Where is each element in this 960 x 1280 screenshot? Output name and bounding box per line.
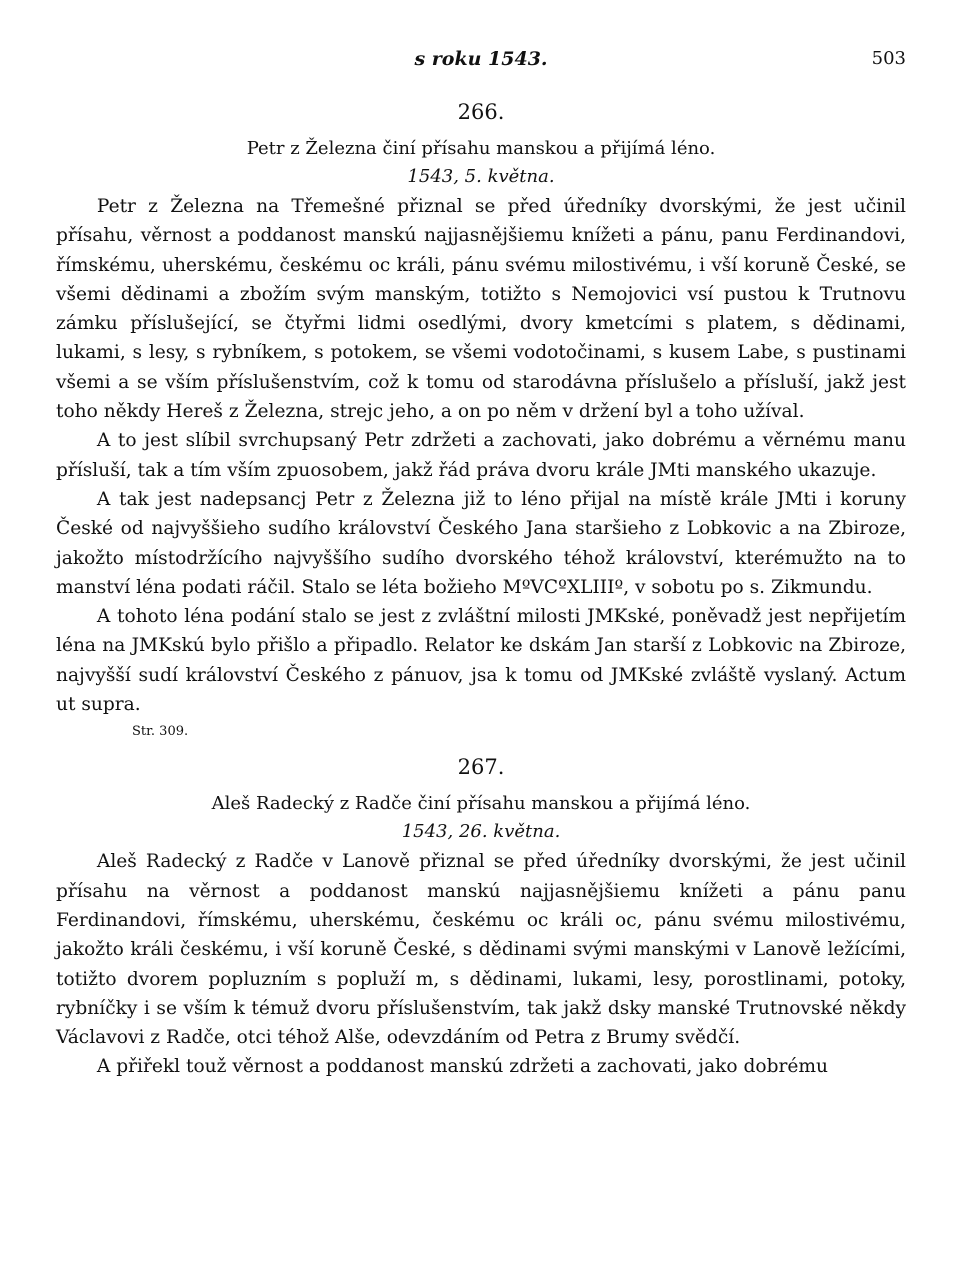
document-heading: Petr z Železna činí přísahu manskou a přijímá léno. (246, 138, 716, 159)
document-entry-266 (56, 100, 906, 741)
page-number: 503 (871, 48, 906, 69)
paragraph: A přiřekl touž věrnost a poddanost manskú zdržeti a zachovati, jako dobrému (96, 1056, 829, 1078)
paragraph: A tohoto léna podání stalo se jest z zvláštní milosti JMKské, poněvadž jest nepřijetím léna na JMKskú bylo přišlo a připadlo. Relator ke dskám Jan starší z Lobkovic na Zbiroze, najvyšší sudí království Českého z pánuov, jsa k tomu od JMKské zvláště vyslaný. Actum ut supra. (56, 606, 906, 716)
document-heading: Aleš Radecký z Radče činí přísahu manskou a přijímá léno. (211, 793, 751, 815)
paragraph: A tak jest nadepsancj Petr z Železna již to léno přijal na místě krále JMti i koruny České od najvyššieho sudího království Českého Jana staršieho z Lobkovic a na Zbiroze, jakožto místodržícího najvyššího sudího dvorského téhož království, kterémužto na to manství léna podati ráčil. Stalo se léta božieho MºVCºXLIIIº, v sobotu po s. Zikmundu. (56, 488, 906, 598)
document-page (56, 40, 906, 1082)
document-date: 1543, 5. května. (407, 166, 555, 187)
running-title: s roku 1543. (414, 48, 548, 70)
document-number: 267. (457, 755, 505, 780)
document-date: 1543, 26. května. (401, 821, 561, 843)
document-number: 266. (457, 100, 505, 124)
running-header (56, 40, 906, 76)
paragraph: Petr z Železna na Třemešné přiznal se před úředníky dvorskými, že jest učinil přísahu, věrnost a poddanost manskú najjasnějšiemu knížeti a pánu, panu Ferdinandovi, římskému, uherskému, českému oc králi, pánu svému milostivému, i vší koruně České, se všemi dědinami a zbožím svým manským, totižto s Nemojovici vsí pustou k Trutnovu zámku příslušející, se čtyřmi lidmi osedlými, dvory kmetcími s platem, s dědinami, lukami, s lesy, s rybníkem, s potokem, se všemi vodotočinami, s kusem Labe, s pustinami všemi a se vším příslušenstvím, což k tomu od starodávna příslušelo a přísluší, jakž jest toho někdy Hereš z Železna, strejc jeho, a on po něm v držení byl a toho užíval. (56, 196, 906, 423)
document-entry-267 (56, 755, 906, 1081)
source-reference: Str. 309. (132, 724, 189, 740)
paragraph: A to jest slíbil svrchupsaný Petr zdržeti a zachovati, jako dobrému a věrnému manu přísluší, tak a tím vším zpuosobem, jakž řád práva dvoru krále JMti manského ukazuje. (56, 430, 906, 481)
paragraph: Aleš Radecký z Radče v Lanově přiznal se před úředníky dvorskými, že jest učinil přísahu na věrnost a poddanost manskú najjasnějšiemu knížeti a pánu panu Ferdinandovi, římskému, uherskému, českému oc králi oc, pánu svému milostivému, jakožto králi českému, i vší koruně České, s dědinami svými manskými v Lanově ležícími, totižto dvorem popluzním s popluží m, s dědinami, lukami, lesy, porostlinami, potoky, rybníčky i se vším k témuž dvoru příslušenstvím, tak jakž dsky manské Trutnovské někdy Václavovi z Radče, otci téhož Alše, odevzdáním od Petra z Brumy svědčí. (56, 851, 906, 1049)
